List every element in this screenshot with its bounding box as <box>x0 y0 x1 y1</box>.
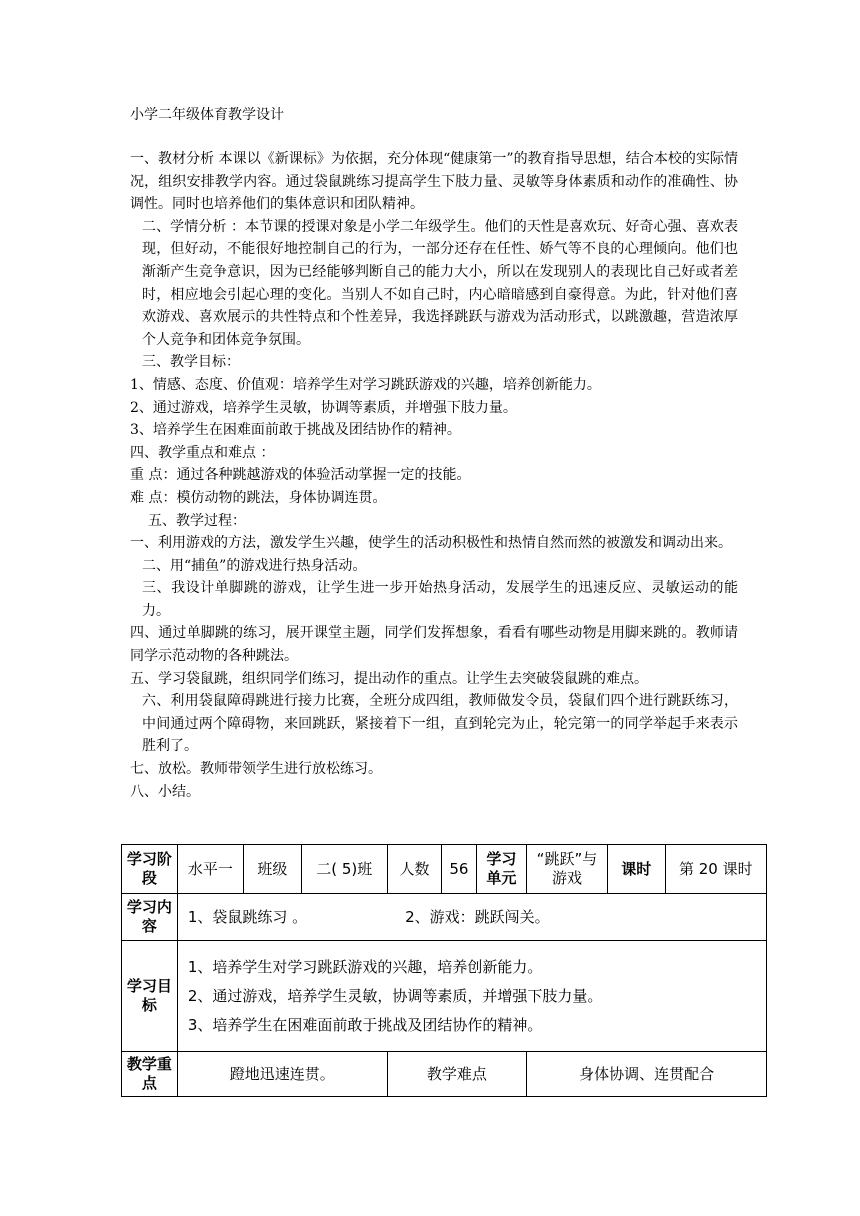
process-step: 三、我设计单脚跳的游戏，让学生进一步开始热身活动，发展学生的迅速反应、灵敏运动的能力。 <box>142 580 738 619</box>
value-teaching-focus: 蹬地迅速连贯。 <box>177 1052 387 1097</box>
goal-item: 2、通过游戏，培养学生灵敏，协调等素质，并增强下肢力量。 <box>130 399 517 416</box>
heading-teaching-goals: 三、教学目标： <box>142 354 240 371</box>
label-class: 班级 <box>243 845 301 894</box>
value-learning-content <box>177 894 766 941</box>
table-row <box>122 941 767 1052</box>
table-row <box>122 1052 767 1097</box>
label-learning-unit: 学习单元 <box>476 845 527 894</box>
heading-key-points: 四、教学重点和难点 ： <box>130 444 275 461</box>
label-student-count: 人数 <box>387 845 442 894</box>
lesson-info-table <box>121 844 767 1097</box>
key-point: 重 点：通过各种跳越游戏的体验活动掌握一定的技能。 <box>130 467 471 484</box>
goal-line: 1、培养学生对学习跳跃游戏的兴趣，培养创新能力。 <box>187 957 543 976</box>
goal-line: 2、通过游戏，培养学生灵敏，协调等素质，并增强下肢力量。 <box>187 986 603 1005</box>
paragraph-student-analysis: 二、学情分析 ：本节课的授课对象是小学二年级学生。他们的天性是喜欢玩、好奇心强、喜欢表现，但好动，不能很好地控制自己的行为，一部分还存在任性、娇气等不良的心理倾向。他们也渐渐产生竞争意识，因为已经能够判断自己的能力大小，所以在发现别人的表现比自己好或者差时，相应地会引起心理的变化。当别人不如自己时，内心暗暗感到自豪得意。为此，针对他们喜欢游戏、喜欢展示的共性特点和个性差异，我选择跳跃与游戏为活动形式，以跳激趣，营造浓厚个人竞争和团体竞争氛围。 <box>142 218 738 348</box>
process-step: 七、放松。教师带领学生进行放松练习。 <box>130 761 382 778</box>
difficult-point: 难 点：模仿动物的跳法，身体协调连贯。 <box>130 489 387 506</box>
document-title: 小学二年级体育教学设计 <box>130 107 284 123</box>
document-body <box>130 148 738 803</box>
process-step: 二、用“捕鱼”的游戏进行热身活动。 <box>142 557 367 574</box>
label-teaching-difficulty: 教学难点 <box>387 1052 527 1097</box>
value-learning-unit: “跳跃”与游戏 <box>527 845 608 894</box>
label-learning-content: 学习内容 <box>122 894 178 941</box>
label-teaching-focus: 教学重点 <box>122 1052 178 1097</box>
label-learning-goals: 学习目标 <box>122 941 178 1052</box>
process-step: 一、利用游戏的方法，激发学生兴趣，使学生的活动积极性和热情自然而然的被激发和调动出来。 <box>130 535 732 552</box>
label-period: 课时 <box>607 845 665 894</box>
process-step: 六、利用袋鼠障碍跳进行接力比赛，全班分成四组，教师做发令员，袋鼠们四个进行跳跃练习，中间通过两个障碍物，来回跳跃，紧接着下一组，直到轮完为止，轮完第一的同学举起手来表示胜利了。 <box>142 693 738 755</box>
label-learning-stage: 学习阶段 <box>122 845 178 894</box>
content-item: 2、游戏：跳跃闯关。 <box>405 907 550 926</box>
value-class: 二( 5)班 <box>301 845 387 894</box>
goal-item: 1、情感、态度、价值观：培养学生对学习跳跃游戏的兴趣，培养创新能力。 <box>130 376 601 393</box>
paragraph-material-analysis: 一、教材分析 本课以《新课标》为依据，充分体现“健康第一”的教育指导思想，结合本校的实际情况，组织安排教学内容。通过袋鼠跳练习提高学生下肢力量、灵敏等身体素质和动作的准确性、协调性。同时也培养他们的集体意识和团队精神。 <box>130 151 738 213</box>
table-row <box>122 845 767 894</box>
value-period: 第 20 课时 <box>665 845 766 894</box>
value-teaching-difficulty: 身体协调、连贯配合 <box>527 1052 767 1097</box>
value-learning-goals <box>177 941 766 1052</box>
process-step: 五、学习袋鼠跳，组织同学们练习，提出动作的重点。让学生去突破袋鼠跳的难点。 <box>130 670 648 687</box>
table-row <box>122 894 767 941</box>
value-learning-stage: 水平一 <box>177 845 243 894</box>
goal-line: 3、培养学生在困难面前敢于挑战及团结协作的精神。 <box>187 1015 543 1034</box>
process-step: 八、小结。 <box>130 783 200 800</box>
heading-teaching-process: 五、教学过程： <box>148 512 246 529</box>
process-step: 四、通过单脚跳的练习，展开课堂主题，同学们发挥想象，看看有哪些动物是用脚来跳的。教师请同学示范动物的各种跳法。 <box>130 625 738 665</box>
goal-item: 3、培养学生在困难面前敢于挑战及团结协作的精神。 <box>130 422 461 439</box>
content-item: 1、袋鼠跳练习 。 <box>187 907 308 926</box>
value-student-count: 56 <box>442 845 476 894</box>
